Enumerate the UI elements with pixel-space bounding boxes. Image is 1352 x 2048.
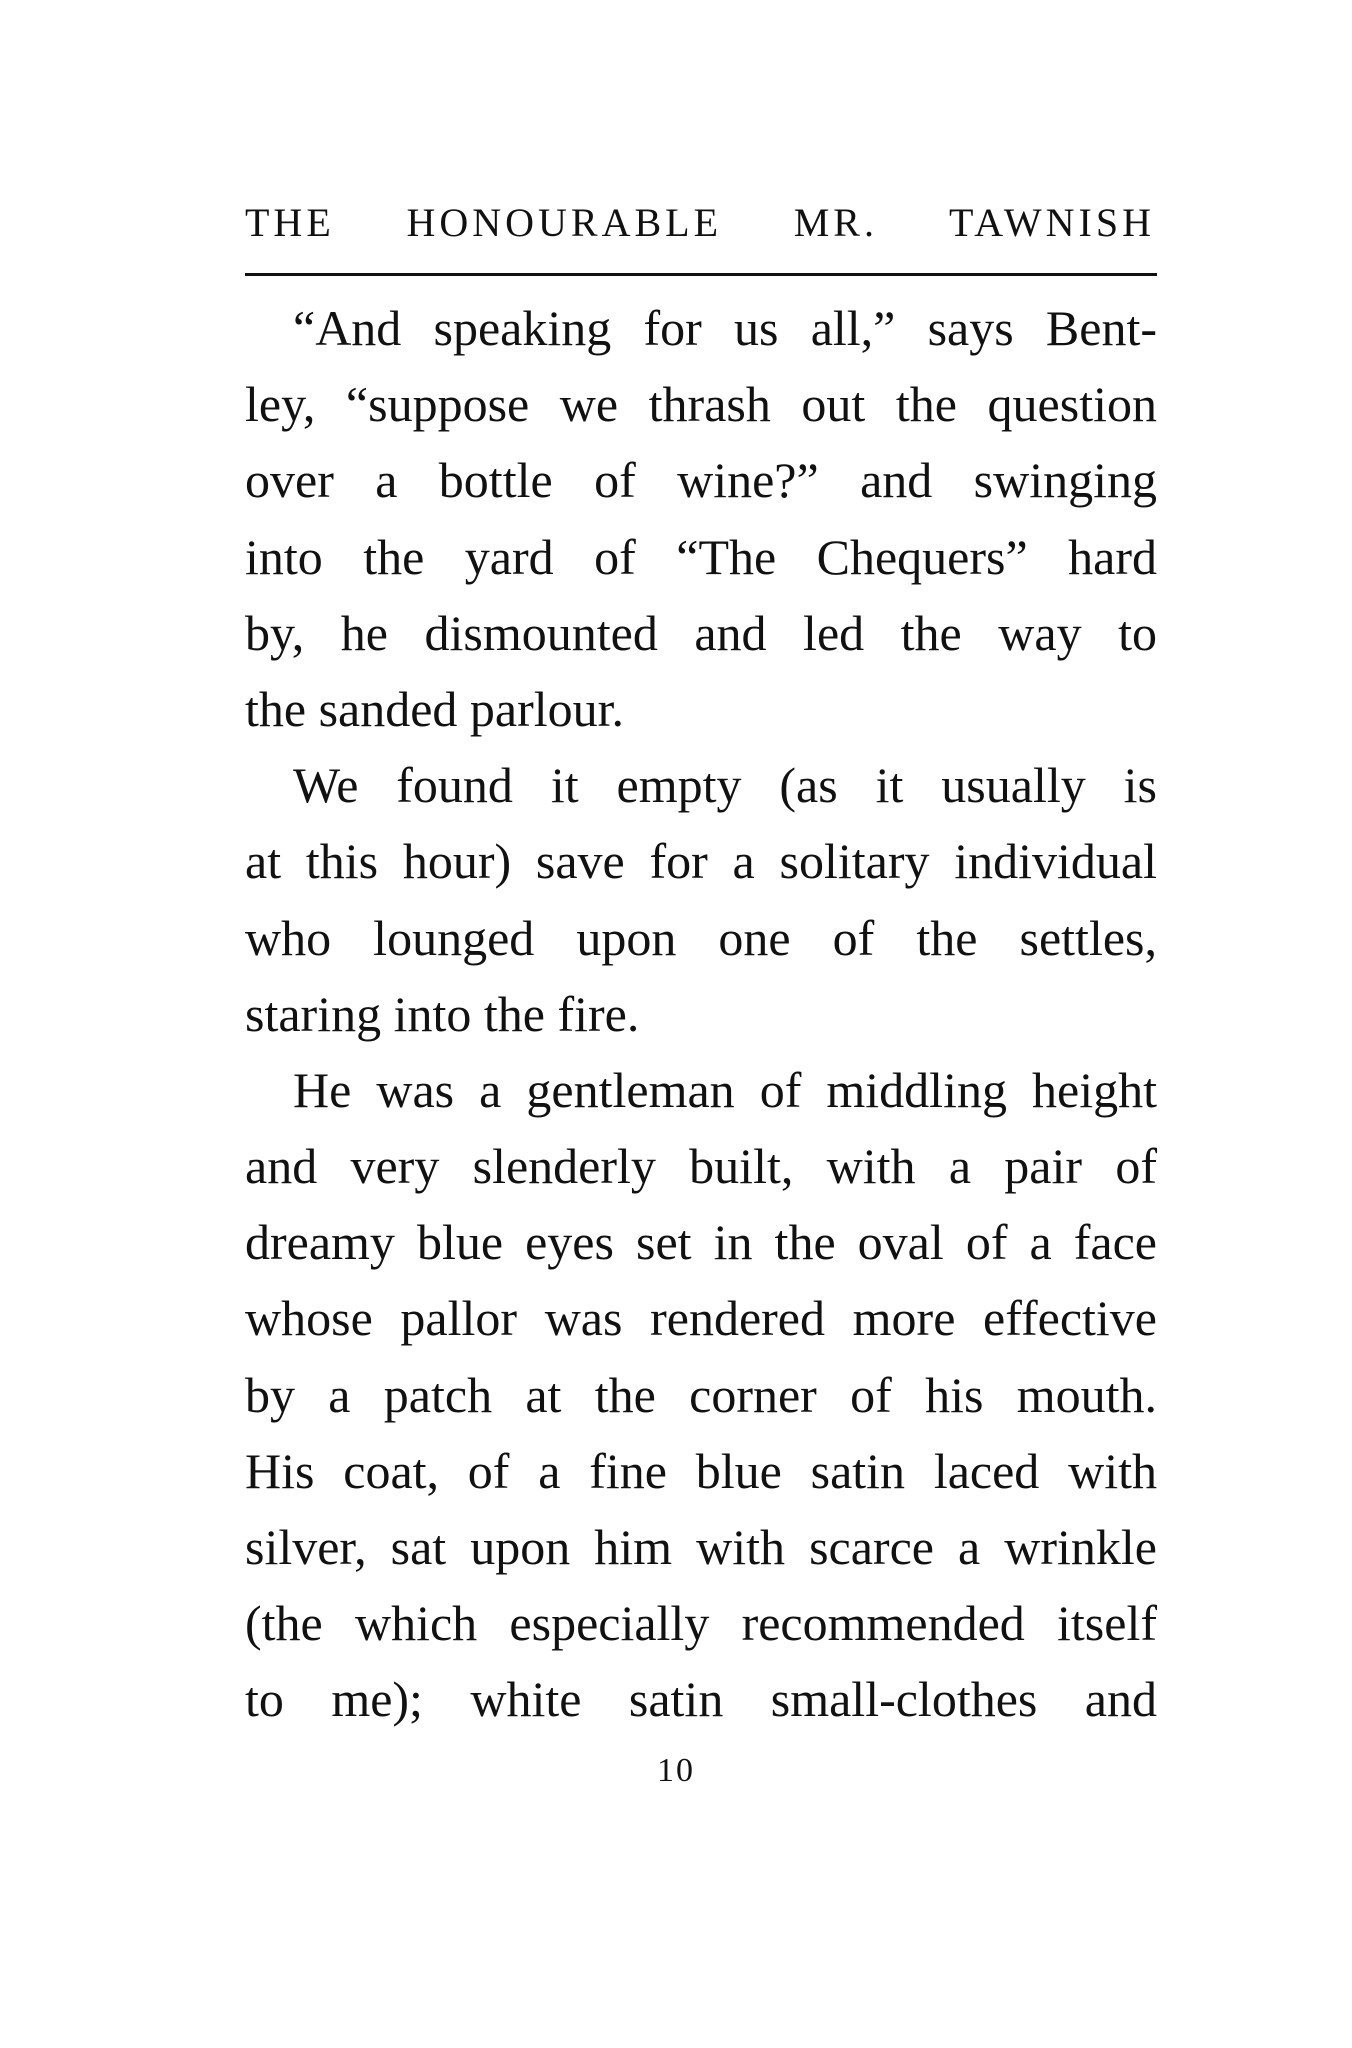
text-line: His coat, of a fine blue satin laced with <box>245 1442 1157 1499</box>
text-line: who lounged upon one of the settles, <box>245 909 1157 966</box>
text-line: over a bottle of wine?” and swinging <box>245 452 1157 509</box>
header-rule <box>245 273 1157 276</box>
body-text <box>245 290 1157 1738</box>
text-line: staring into the fire. <box>245 985 640 1042</box>
text-line: by, he dismounted and led the way to <box>245 604 1157 661</box>
paragraph-3 <box>245 1052 1157 1738</box>
text-line: and very slenderly built, with a pair of <box>245 1138 1157 1195</box>
page-number: 10 <box>657 1752 695 1789</box>
text-line: by a patch at the corner of his mouth. <box>245 1366 1157 1423</box>
text-line: the sanded parlour. <box>245 680 625 737</box>
text-line: dreamy blue eyes set in the oval of a face <box>245 1214 1157 1271</box>
text-line: ley, “suppose we thrash out the question <box>245 376 1157 433</box>
text-line: We found it empty (as it usually is <box>293 757 1157 814</box>
text-line: He was a gentleman of middling height <box>293 1061 1157 1118</box>
text-line: (the which especially recommended itself <box>245 1595 1157 1652</box>
text-line: into the yard of “The Chequers” hard <box>245 528 1157 585</box>
text-line: silver, sat upon him with scarce a wrinkle <box>245 1519 1157 1575</box>
running-head: THE HONOURABLE MR. TAWNISH <box>245 200 1155 245</box>
text-line: “And speaking for us all,” says Bent- <box>293 300 1157 356</box>
paragraph-1 <box>245 290 1157 747</box>
text-line: whose pallor was rendered more effective <box>245 1290 1157 1347</box>
text-line: to me); white satin small-clothes and <box>245 1671 1157 1728</box>
paragraph-2 <box>245 747 1157 1052</box>
text-line: at this hour) save for a solitary individual <box>245 833 1157 890</box>
